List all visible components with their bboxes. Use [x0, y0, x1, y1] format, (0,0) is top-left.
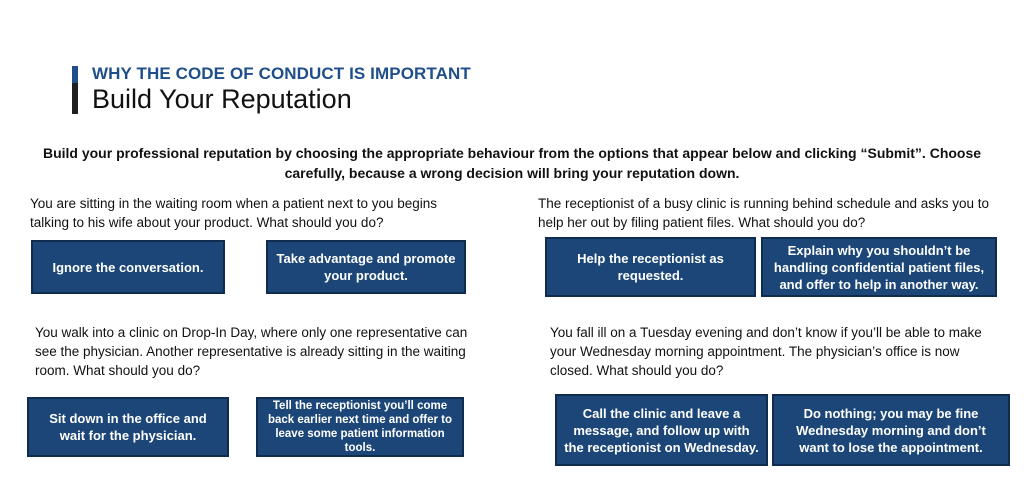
scenario-4-option-2-button[interactable]: Do nothing; you may be fine Wednesday morning and don’t want to lose the appointment. [772, 394, 1010, 466]
scenario-3-question: You walk into a clinic on Drop-In Day, where only one representative can see the physician. Another representative is already sitting in the waiting room. What should you do? [35, 325, 468, 378]
section-kicker: WHY THE CODE OF CONDUCT IS IMPORTANT [92, 64, 471, 83]
scenario-2-question: The receptionist of a busy clinic is running behind schedule and asks you to help her out by filing patient files. What should you do? [538, 196, 990, 230]
scenario-4-question: You fall ill on a Tuesday evening and don’t know if you’ll be able to make your Wednesday morning appointment. The physician’s office is now closed. What should you do? [550, 325, 982, 378]
scenario-1-question: You are sitting in the waiting room when a patient next to you begins talking to his wife about your product. What should you do? [30, 196, 438, 230]
scenario-2-option-1-button[interactable]: Help the receptionist as requested. [545, 237, 756, 297]
scenario-1-option-1-button[interactable]: Ignore the conversation. [31, 240, 225, 294]
scenario-2-option-2-button[interactable]: Explain why you shouldn’t be handling confidential patient files, and offer to help in another way. [761, 237, 997, 297]
scenario-1-option-2-button[interactable]: Take advantage and promote your product. [266, 240, 466, 294]
instructions: Build your professional reputation by choosing the appropriate behaviour from the options that appear below and clicking “Submit”. Choose carefully, because a wrong decision will bring your reputation down. [42, 145, 982, 181]
scenario-3-option-2-button[interactable]: Tell the receptionist you’ll come back earlier next time and offer to leave some patient information tools. [256, 397, 464, 457]
scenario-4-option-1-button[interactable]: Call the clinic and leave a message, and follow up with the receptionist on Wednesday. [555, 394, 768, 466]
page-title: Build Your Reputation [92, 84, 352, 114]
scenario-3-option-1-button[interactable]: Sit down in the office and wait for the physician. [27, 397, 229, 457]
header-accent-bar [72, 66, 78, 114]
